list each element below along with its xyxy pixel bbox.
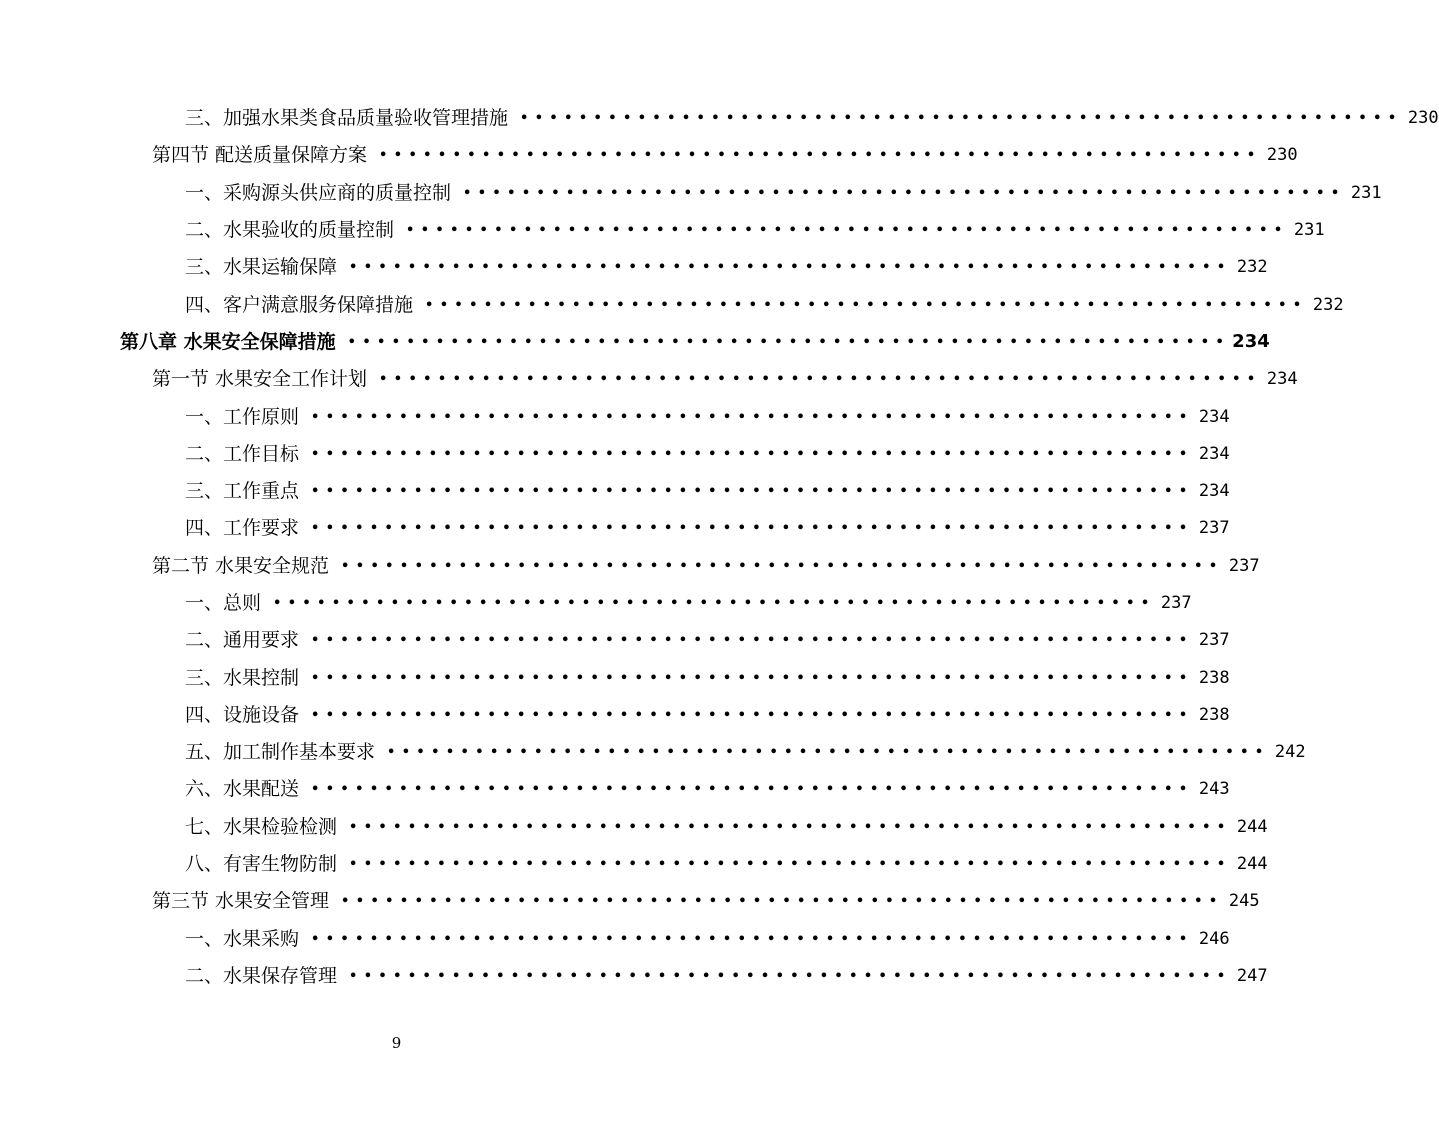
toc-entry-item[interactable] [0,622,1230,659]
toc-entry-page: 238 [1198,704,1230,725]
toc-entry-item[interactable] [0,249,1268,286]
toc-entry-item[interactable] [0,846,1268,883]
toc-entry-item[interactable] [0,212,1325,249]
toc-entry-page: 232 [1236,257,1268,278]
toc-leader-dots: •••••••••••••••••••••••••••••••••••••••••••••••••••••••••••• [311,446,1194,462]
toc-entry-page: 245 [1228,891,1260,912]
toc-entry-item[interactable] [0,286,1344,323]
toc-leader-dots: •••••••••••••••••••••••••••••••••••••••••••••••••••••••••••• [311,707,1194,723]
toc-entry-page: 238 [1198,667,1230,688]
table-of-contents [0,100,1439,995]
toc-leader-dots: •••••••••••••••••••••••••••••••••••••••••••••••••••••••••••• [463,185,1346,201]
toc-entry-item[interactable] [0,436,1230,473]
toc-leader-dots: •••••••••••••••••••••••••••••••••••••••••••••••••••••••••••• [341,558,1224,574]
toc-leader-dots: •••••••••••••••••••••••••••••••••••••••••••••••••••••••••••• [406,223,1289,239]
toc-entry-page: 237 [1228,555,1260,576]
toc-entry-section[interactable] [0,361,1298,398]
toc-entry-section[interactable] [0,548,1260,585]
toc-entry-label: 一、总则 [185,592,262,614]
toc-entry-label: 四、工作要求 [185,517,300,540]
toc-entry-label: 三、工作重点 [185,480,300,503]
toc-entry-page: 244 [1236,816,1268,837]
toc-entry-label: 四、设施设备 [185,703,300,726]
toc-leader-dots: •••••••••••••••••••••••••••••••••••••••••••••••••••••••••••• [520,111,1403,127]
toc-entry-item[interactable] [0,734,1306,771]
toc-entry-label: 三、水果控制 [185,666,300,689]
toc-entry-label: 七、水果检验检测 [185,815,338,838]
toc-leader-dots: •••••••••••••••••••••••••••••••••••••••••••••••••••••••••••• [311,782,1194,798]
toc-entry-label: 三、水果运输保障 [185,256,338,279]
toc-entry-page: 244 [1236,854,1268,875]
toc-entry-item[interactable] [0,921,1230,958]
toc-entry-page: 246 [1198,928,1230,949]
toc-entry-label: 第二节 水果安全规范 [152,554,330,577]
toc-entry-label: 第八章 水果安全保障措施 [120,330,336,353]
toc-entry-label: 三、加强水果类食品质量验收管理措施 [185,107,509,130]
toc-leader-dots: •••••••••••••••••••••••••••••••••••••••••••••••••••••••••••• [311,931,1194,947]
toc-leader-dots: •••••••••••••••••••••••••••••••••••••••••••••••••••••••••••• [379,372,1262,388]
toc-entry-item[interactable] [0,175,1382,212]
toc-leader-dots: •••••••••••••••••••••••••••••••••••••••••••••••••••••••••••• [311,670,1194,686]
toc-leader-dots: •••••••••••••••••••••••••••••••••••••••••••••••••••••••••••• [341,894,1224,910]
toc-entry-item[interactable] [0,473,1230,510]
toc-entry-item[interactable] [0,398,1230,435]
toc-entry-section[interactable] [0,137,1298,174]
toc-entry-label: 二、工作目标 [185,442,300,465]
toc-leader-dots: •••••••••••••••••••••••••••••••••••••••••••••••••••••••••••• [311,633,1194,649]
toc-entry-page: 234 [1198,406,1230,427]
toc-entry-page: 234 [1266,369,1298,390]
toc-entry-label: 一、工作原则 [185,405,300,428]
toc-leader-dots: •••••••••••••••••••••••••••••••••••••••••••••••••••••••••••• [273,596,1156,611]
toc-entry-label: 一、采购源头供应商的质量控制 [185,181,452,204]
toc-entry-label: 二、水果验收的质量控制 [185,219,395,242]
toc-entry-item[interactable] [0,958,1268,995]
toc-entry-page: 237 [1198,518,1230,539]
toc-entry-item[interactable] [0,697,1230,734]
toc-entry-page: 242 [1274,742,1306,763]
toc-entry-item[interactable] [0,771,1230,808]
toc-leader-dots: •••••••••••••••••••••••••••••••••••••••••••••••••••••••••••• [349,260,1232,276]
toc-entry-page: 234 [1198,443,1230,464]
toc-entry-page: 234 [1198,481,1230,502]
toc-entry-item[interactable] [0,510,1230,547]
toc-entry-label: 一、水果采购 [185,927,300,950]
toc-entry-label: 六、水果配送 [185,778,300,801]
toc-entry-label: 第一节 水果安全工作计划 [152,368,368,391]
toc-entry-label: 二、水果保存管理 [185,964,338,987]
toc-entry-chapter[interactable] [0,324,1270,361]
toc-entry-page: 230 [1266,145,1298,166]
toc-entry-page: 237 [1160,593,1192,613]
toc-entry-label: 八、有害生物防制 [185,853,338,876]
toc-entry-page: 237 [1198,630,1230,651]
page-number: 9 [391,1034,402,1052]
toc-entry-item[interactable] [0,100,1439,137]
toc-entry-label: 四、客户满意服务保障措施 [185,293,414,316]
toc-entry-section[interactable] [0,883,1260,920]
toc-leader-dots: •••••••••••••••••••••••••••••••••••••••••••••••••••••••••••• [311,409,1194,425]
toc-entry-item[interactable] [0,585,1192,622]
toc-entry-page: 234 [1232,331,1270,353]
toc-entry-page: 231 [1293,220,1325,241]
toc-leader-dots: •••••••••••••••••••••••••••••••••••••••••••••••••••••••••••• [349,857,1232,873]
toc-leader-dots: •••••••••••••••••••••••••••••••••••••••••••••••••••••••••••• [349,819,1232,835]
toc-entry-page: 231 [1350,182,1382,203]
toc-entry-page: 243 [1198,779,1230,800]
toc-leader-dots: •••••••••••••••••••••••••••••••••••••••••••••••••••••••••••• [311,521,1194,537]
toc-entry-label: 五、加工制作基本要求 [185,741,376,764]
toc-leader-dots: •••••••••••••••••••••••••••••••••••••••••••••••••••••••••••• [379,148,1262,164]
toc-leader-dots: •••••••••••••••••••••••••••••••••••••••••••••••••••••••••••• [311,484,1194,500]
toc-entry-label: 二、通用要求 [185,629,300,652]
toc-entry-page: 232 [1312,294,1344,315]
toc-entry-page: 247 [1236,965,1268,986]
toc-entry-item[interactable] [0,809,1268,846]
toc-entry-label: 第三节 水果安全管理 [152,890,330,913]
toc-entry-item[interactable] [0,659,1230,696]
toc-entry-label: 第四节 配送质量保障方案 [152,144,368,167]
toc-leader-dots: •••••••••••••••••••••••••••••••••••••••••••••••••••••••••••• [347,334,1231,350]
toc-leader-dots: •••••••••••••••••••••••••••••••••••••••••••••••••••••••••••• [387,745,1270,761]
toc-entry-page: 230 [1407,108,1439,129]
toc-leader-dots: •••••••••••••••••••••••••••••••••••••••••••••••••••••••••••• [425,297,1308,313]
toc-leader-dots: •••••••••••••••••••••••••••••••••••••••••••••••••••••••••••• [349,968,1232,984]
